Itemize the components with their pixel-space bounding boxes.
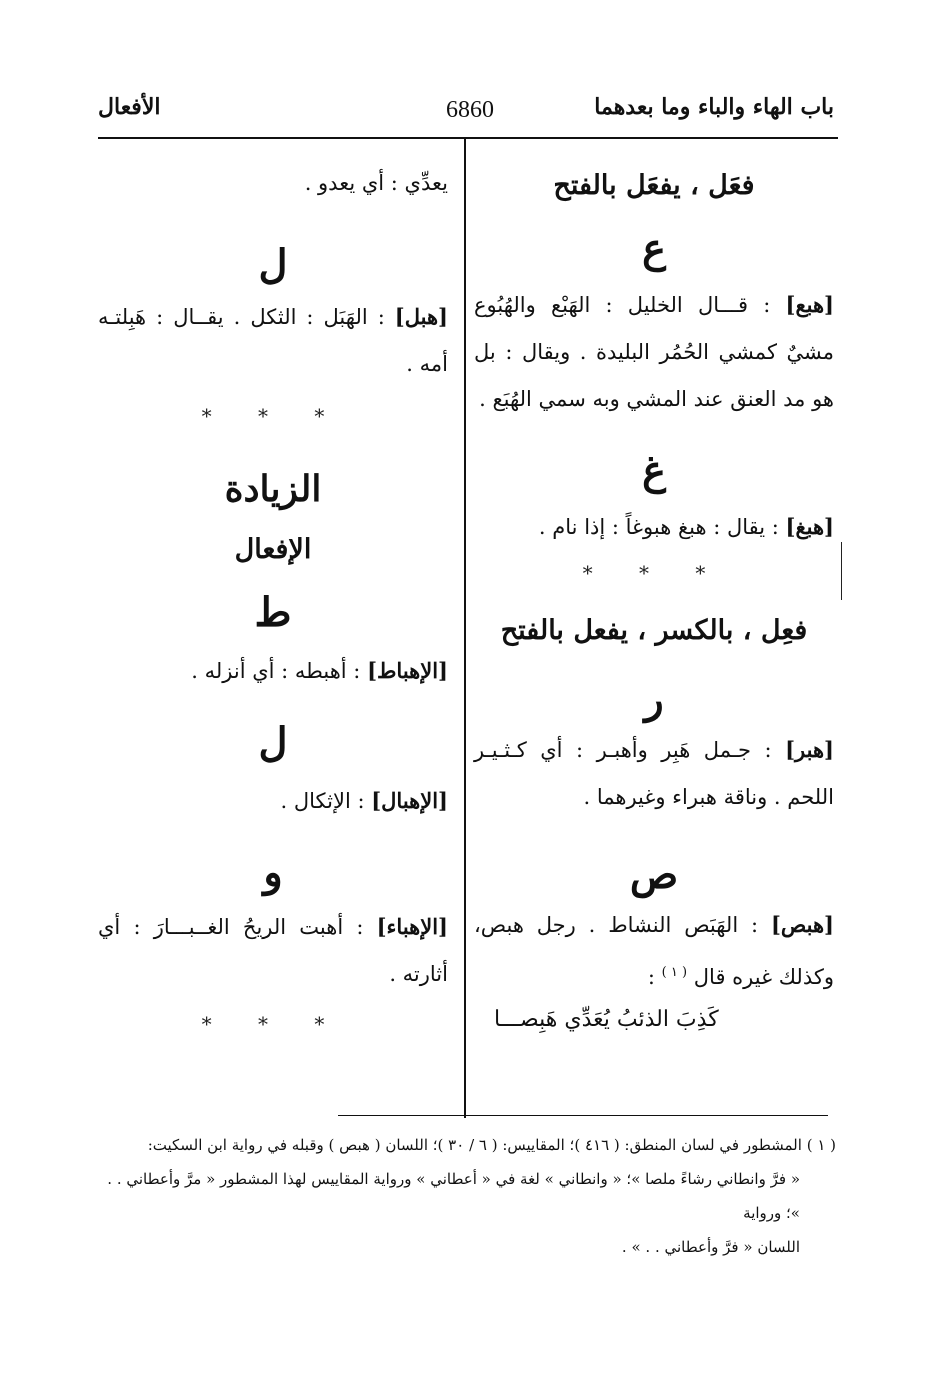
footnote-line: اللسان « فرَّ وأعطاني . . » . xyxy=(621,1238,800,1256)
entry-text: : يقال : هبغ هبوغاً : إذا نام . xyxy=(538,515,779,539)
entry-key: [هبل] xyxy=(394,304,448,329)
entry-hbgh xyxy=(474,503,834,551)
entry-text: : جـمل هَبِر وأهبـر : أي كـثـيـر اللحم . وناقة هبراء وغيرهما . xyxy=(474,738,834,809)
section-heading: فعَل ، يفعَل بالفتح xyxy=(553,170,755,201)
subsection-title: الإفعال xyxy=(234,534,312,565)
letter-heading: غ xyxy=(642,447,666,494)
entry-key: [هبع] xyxy=(785,292,834,317)
entry-hbl xyxy=(98,293,448,388)
right-column xyxy=(474,150,834,1032)
letter-heading: ل xyxy=(258,719,288,766)
footnote-rule xyxy=(338,1115,828,1116)
running-head-right: باب الهاء والباء وما بعدهما xyxy=(594,94,834,120)
letter-heading: ص xyxy=(629,851,679,898)
section-separator: * * * xyxy=(201,1012,345,1036)
entry-text: : أهبطه : أي أنزله . xyxy=(191,659,361,683)
section-separator: * * * xyxy=(201,404,345,428)
entry-text: : الإثكال . xyxy=(280,789,365,813)
entry-key: [الإهباط] xyxy=(367,658,448,683)
entry-text: : أهبت الريحُ الغــبـــارَ : أي أثارته . xyxy=(98,915,448,986)
section-title: الزيادة xyxy=(224,468,322,510)
entry-ihbat xyxy=(98,647,448,695)
letter-heading: و xyxy=(263,849,283,896)
entry-ihba xyxy=(98,903,448,998)
entry-ihbal xyxy=(98,777,448,825)
entry-text-end: : xyxy=(647,965,655,989)
footnotes xyxy=(106,1128,836,1264)
entry-text: : قـــال الخليل : الهَبْع والهُبُوع مشيٌ كمشي الحُمُر البليدة . ويقال : بل هو مد العنق عند المشي وبه سمي الهُبَع . xyxy=(474,293,834,411)
page-number: 6860 xyxy=(446,97,494,123)
entry-key: [هبغ] xyxy=(785,514,834,539)
entry-text: : الهَبَل : الثكل . يقــال : هَبِلتـه أمه . xyxy=(98,305,448,376)
entry-key: [هبص] xyxy=(770,912,834,937)
letter-heading: ع xyxy=(642,225,666,272)
letter-heading: ر xyxy=(644,676,664,723)
footnote-line: ( ١ ) المشطور في لسان المنطق: ( ٤١٦ )؛ المقاييس: ( ٦ / ٣٠ )؛ اللسان ( هبص ) وقبله في رواية ابن السكيت: xyxy=(147,1136,836,1154)
entry-hbr xyxy=(474,726,834,821)
footnote-ref: ( ١ ) xyxy=(661,965,688,980)
entry-key: [الإهبال] xyxy=(371,788,448,813)
entry-key: [هبر] xyxy=(785,737,834,762)
entry-key: [الإهباء] xyxy=(376,914,448,939)
entry-hbaa xyxy=(474,281,834,423)
continuation-line: يعدِّي : أي يعدو . xyxy=(304,171,448,195)
letter-heading: ط xyxy=(254,589,292,636)
header-rule xyxy=(98,137,838,139)
section-separator: * * * xyxy=(582,561,726,585)
footnote-line: « فرَّ وانطاني رشاءً ملصا »؛ « وانطاني » لغة في « أعطاني » ورواية المقاييس لهذا المشطور « مرَّ وأعطاني . . »؛ ورواية xyxy=(107,1170,800,1222)
letter-heading: ل xyxy=(258,241,288,288)
left-column xyxy=(98,150,448,1036)
running-head-left: الأفعال xyxy=(98,94,161,120)
section-heading: فعِل ، بالكسر ، يفعل بالفتح xyxy=(500,615,808,646)
entry-hbs xyxy=(474,901,834,1001)
entry-text: : الهَبَص النشاط . رجل هبص، وكذلك غيره قال xyxy=(474,913,834,989)
margin-mark xyxy=(841,542,842,600)
column-divider xyxy=(464,138,466,1118)
verse-line: كَذِبَ الذئبُ يُعَدِّي هَبِصـــا xyxy=(494,1007,719,1032)
